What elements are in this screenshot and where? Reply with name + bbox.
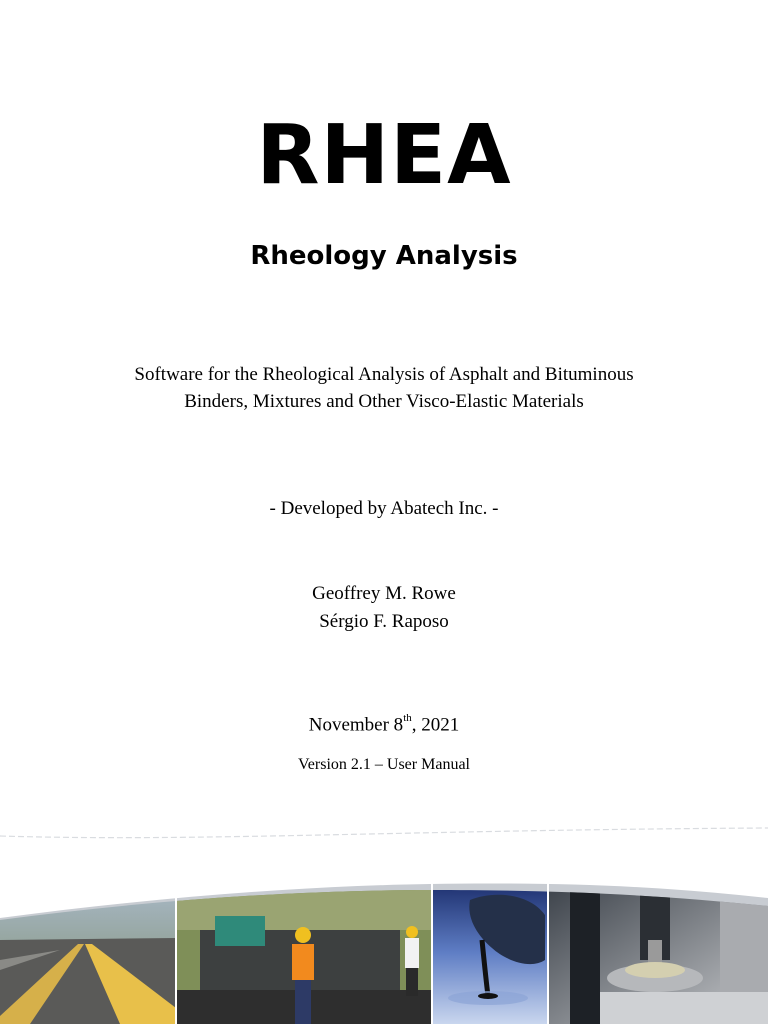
author-name: Geoffrey M. Rowe <box>312 583 456 604</box>
author-list <box>0 580 768 636</box>
photo-band <box>0 820 768 1024</box>
document-subtitle: Rheology Analysis <box>250 241 518 271</box>
date-year: , 2021 <box>411 714 460 736</box>
paving-crew-photo <box>176 880 432 1024</box>
version-label: Version 2.1 – User Manual <box>298 756 470 773</box>
date-month-day: November 8 <box>308 714 404 736</box>
developer-credit: - Developed by Abatech Inc. - <box>269 498 499 519</box>
description-line-2: Binders, Mixtures and Other Visco-Elastic Materials <box>184 391 584 412</box>
author-name: Sérgio F. Raposo <box>319 611 449 632</box>
document-title: RHEA <box>256 108 512 203</box>
date-ordinal-suffix: th <box>403 712 412 724</box>
description-line-1: Software for the Rheological Analysis of Asphalt and Bituminous <box>134 364 634 385</box>
binder-drip-photo <box>432 880 548 1024</box>
description <box>0 361 768 415</box>
swoosh-line <box>0 828 768 838</box>
publication-date <box>0 714 768 736</box>
